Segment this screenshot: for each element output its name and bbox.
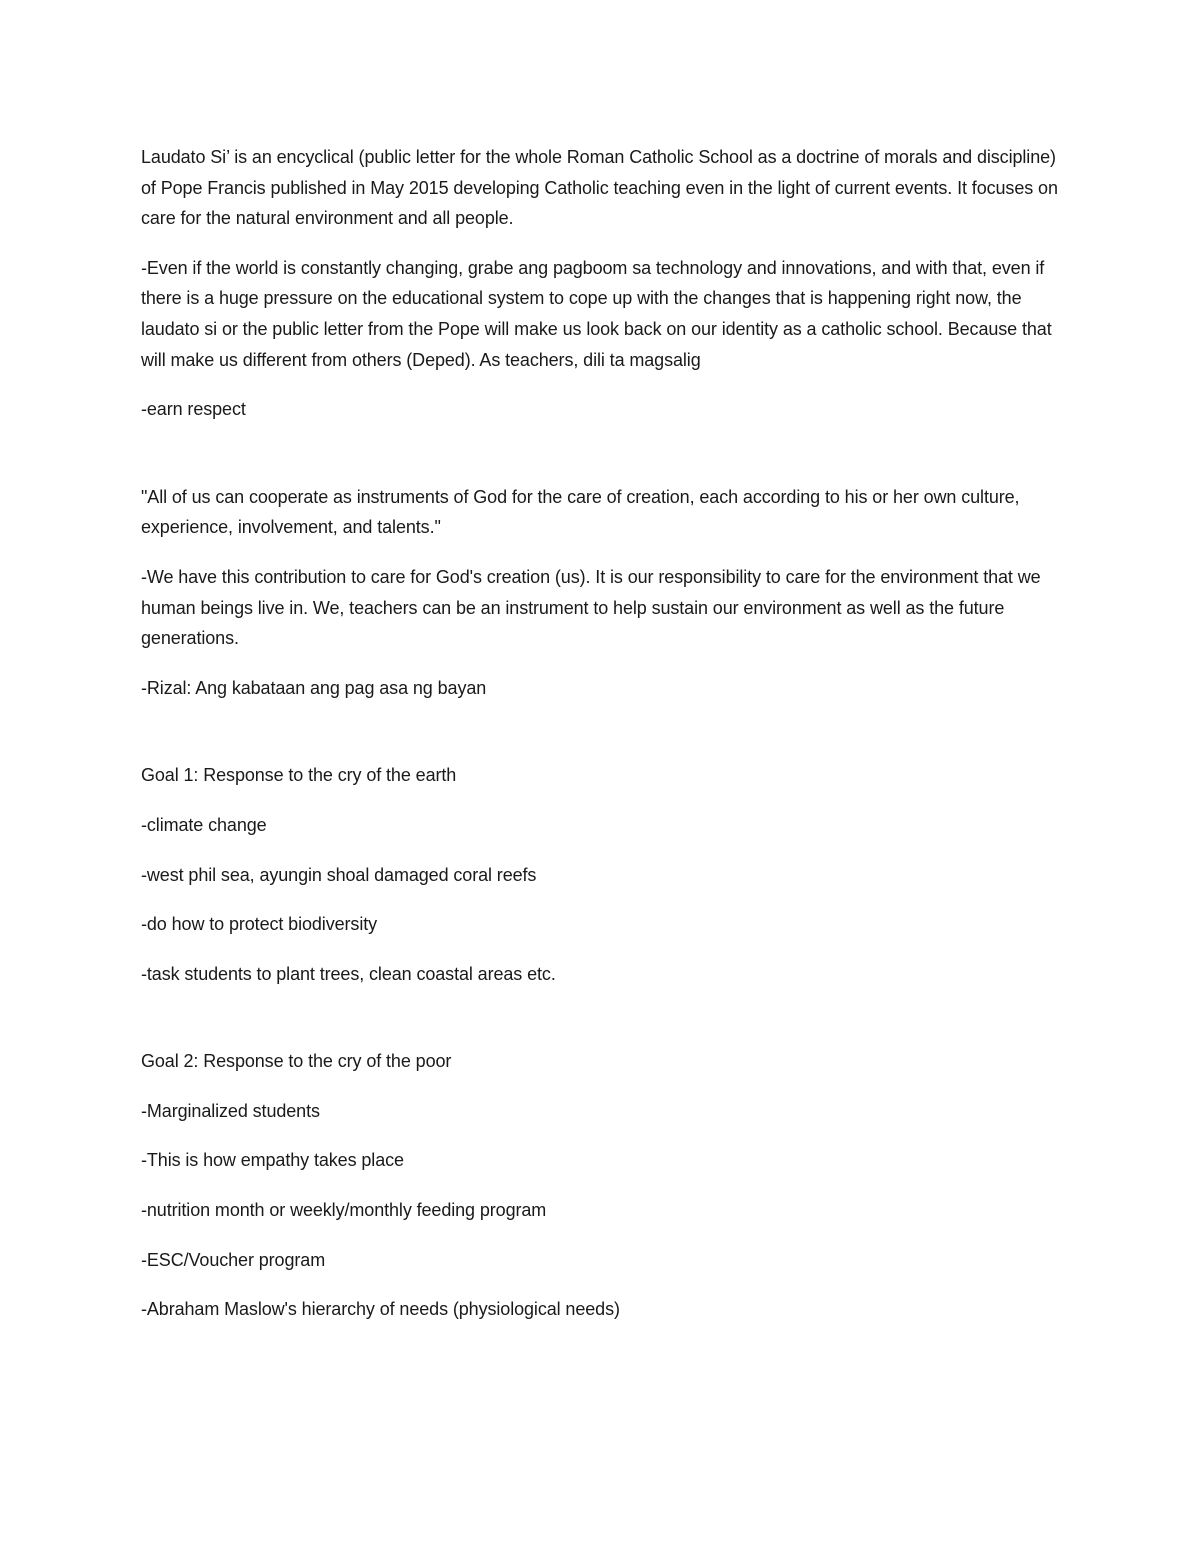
paragraph-note: -Even if the world is constantly changing, grabe ang pagboom sa technology and innovations, and with that, even if there is a huge pressure on the educational system to cope up with the changes that is happening right now, the laudato si or the public letter from the Pope will make us look back on our identity as a catholic school. Because that will make us different from others (Deped). As teachers, dili ta magsalig — [141, 257, 1052, 370]
goal-heading: Goal 1: Response to the cry of the earth — [141, 765, 457, 786]
list-item: -This is how empathy takes place — [141, 1150, 404, 1171]
goal-heading: Goal 2: Response to the cry of the poor — [141, 1051, 452, 1072]
paragraph-intro: Laudato Si’ is an encyclical (public letter for the whole Roman Catholic School as a doctrine of morals and discipline) of Pope Francis published in May 2015 developing Catholic teaching even in the light of current events. It focuses on care for the natural environment and all people. — [141, 147, 1058, 229]
list-item: -ESC/Voucher program — [141, 1249, 326, 1270]
list-item: -do how to protect biodiversity — [141, 914, 378, 935]
paragraph-quote: "All of us can cooperate as instruments of God for the care of creation, each according to his or her own culture, experience, involvement, and talents." — [141, 486, 1020, 538]
list-item: -west phil sea, ayungin shoal damaged coral reefs — [141, 864, 537, 885]
blank-line — [141, 1008, 1061, 1046]
blank-line — [141, 722, 1061, 760]
list-item: -task students to plant trees, clean coastal areas etc. — [141, 963, 556, 984]
list-item: -Abraham Maslow's hierarchy of needs (physiological needs) — [141, 1299, 620, 1320]
paragraph-note: -We have this contribution to care for God's creation (us). It is our responsibility to care for the environment that we human beings live in. We, teachers can be an instrument to help sustain our environment as well as the future generations. — [141, 566, 1041, 649]
document-body — [141, 142, 1061, 1344]
paragraph-note: -Rizal: Ang kabataan ang pag asa ng bayan — [141, 677, 487, 698]
paragraph-note: -earn respect — [141, 399, 246, 420]
blank-line — [141, 444, 1061, 482]
list-item: -nutrition month or weekly/monthly feeding program — [141, 1200, 547, 1221]
list-item: -Marginalized students — [141, 1100, 320, 1121]
list-item: -climate change — [141, 814, 267, 835]
